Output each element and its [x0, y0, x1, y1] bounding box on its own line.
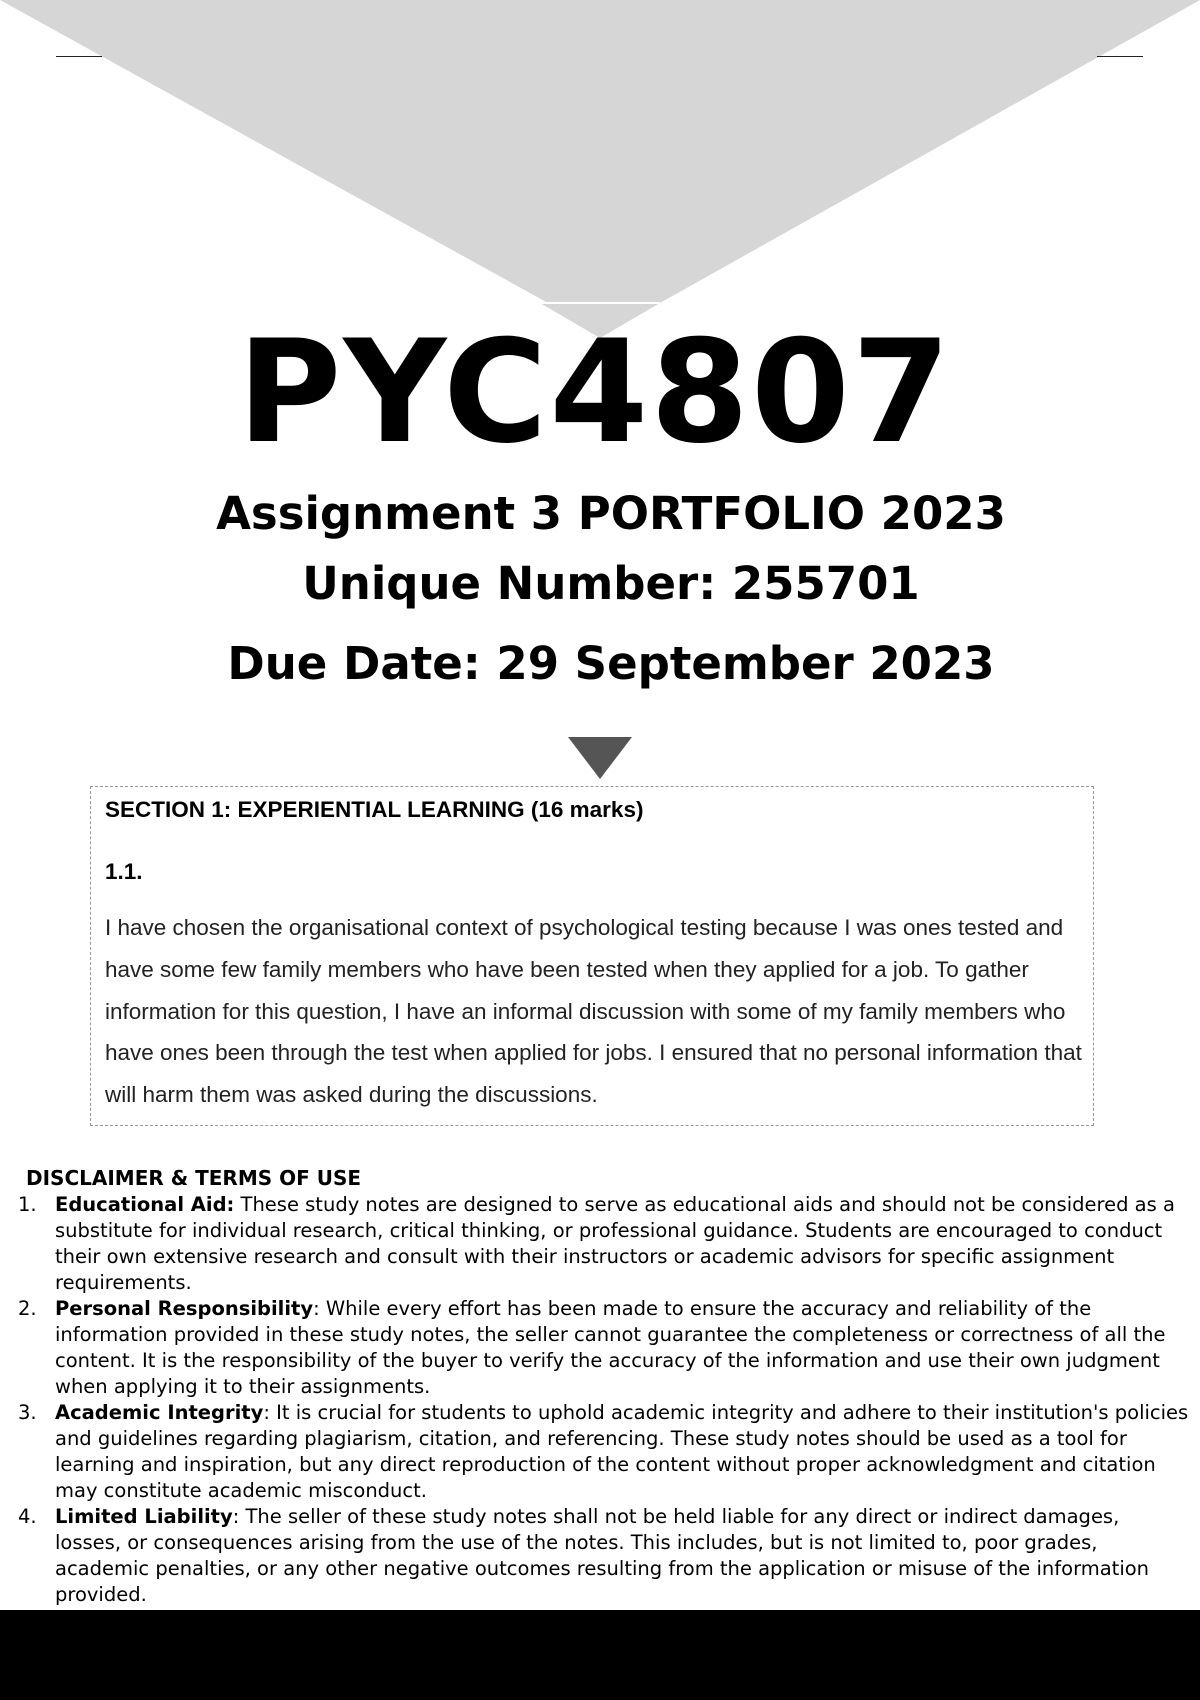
corner-rule-left: [56, 56, 102, 57]
footer-bar: [0, 1610, 1200, 1700]
term-text: : It is crucial for students to uphold academic integrity and adhere to their institution's policies and guidelines regarding plagiarism, citation, and referencing. These study notes should be used as a tool for learning and inspiration, but any direct reproduction of the content without proper acknowledgment and citation may constitute academic misconduct.: [55, 1401, 1189, 1502]
section-preview-box: [90, 786, 1094, 1126]
section-heading: SECTION 1: EXPERIENTIAL LEARNING (16 marks): [105, 797, 644, 822]
course-code-title: PYC4807: [237, 310, 953, 475]
term-item-limited-liability: [18, 1504, 1190, 1608]
terms-list: [18, 1192, 1190, 1608]
term-text: : While every effort has been made to ensure the accuracy and reliability of the information provided in these study notes, the seller cannot guarantee the completeness or correctness of all the content. It is the responsibility of the buyer to verify the accuracy of the information and use their own judgment when applying it to their assignments.: [55, 1297, 1166, 1398]
term-text: : The seller of these study notes shall not be held liable for any direct or indirect damages, losses, or consequences arising from the use of the notes. This includes, but is not limited to, poor grades, academic penalties, or any other negative outcomes resulting from the application or misuse of the information provided.: [55, 1505, 1150, 1606]
term-number: 3.: [18, 1401, 37, 1424]
assignment-title: Assignment 3 PORTFOLIO 2023: [216, 487, 1006, 540]
due-date: Due Date: 29 September 2023: [227, 637, 995, 690]
term-item-academic-integrity: [18, 1400, 1190, 1504]
down-triangle-icon: [568, 737, 632, 779]
corner-rule-right: [1097, 56, 1143, 57]
term-number: 2.: [18, 1297, 37, 1320]
term-text: These study notes are designed to serve as educational aids and should not be considered as a substitute for individual research, critical thinking, or professional guidance. Students are encouraged to conduct their own extensive research and consult with their instructors or academic advisors for specific assignment requirements.: [55, 1193, 1175, 1294]
term-item-personal-responsibility: [18, 1296, 1190, 1400]
header-chevron-banner: [0, 0, 1200, 340]
term-number: 4.: [18, 1505, 37, 1528]
term-heading: Limited Liability: [55, 1505, 233, 1528]
term-heading: Educational Aid:: [55, 1193, 235, 1216]
term-item-educational-aid: [18, 1192, 1190, 1296]
term-heading: Academic Integrity: [55, 1401, 264, 1424]
term-number: 1.: [18, 1193, 37, 1216]
answer-paragraph: I have chosen the organisational context of psychological testing because I was ones tested and have some few family members who have been tested when they applied for a job. To gather information for this question, I have an informal discussion with some of my family members who have ones been through the test when applied for jobs. I ensured that no personal information that will harm them was asked during the discussions.: [105, 915, 1082, 1108]
disclaimer-title: DISCLAIMER & TERMS OF USE: [26, 1166, 362, 1190]
question-number: 1.1.: [105, 859, 143, 884]
unique-number: Unique Number: 255701: [302, 557, 920, 610]
term-heading: Personal Responsibility: [55, 1297, 314, 1320]
